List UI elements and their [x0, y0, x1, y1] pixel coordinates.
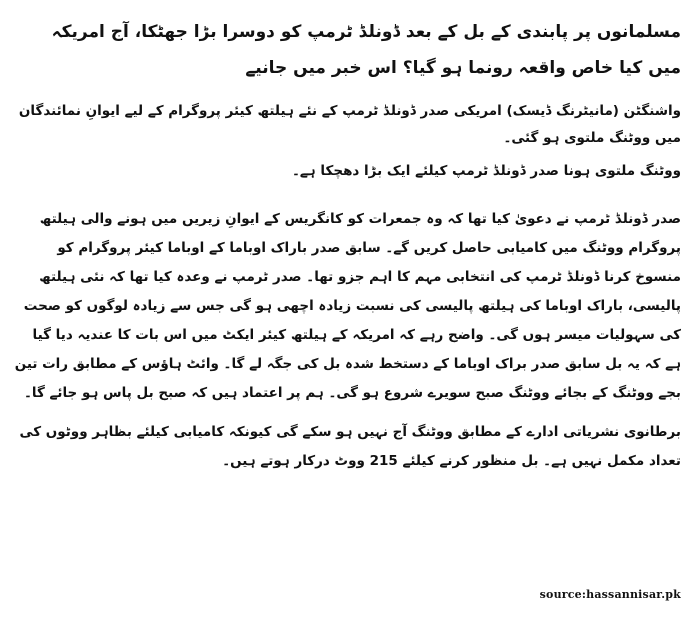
article-paragraph-setback: ووٹنگ ملتوی ہونا صدر ڈونلڈ ٹرمپ کیلئے ایک بڑا دھچکا ہے۔: [291, 163, 681, 179]
article-paragraph-intro: واشنگٹن (مانیٹرنگ ڈیسک) امریکی صدر ڈونلڈ ٹرمپ کے نئے ہیلتھ کیئر پروگرام کے لیے ایوانِ نمائندگان میں ووٹنگ ملتوی ہو گئی۔: [18, 103, 681, 146]
paragraph-gap: [14, 191, 681, 205]
article-paragraph-details: صدر ڈونلڈ ٹرمپ نے دعویٰ کیا تھا کہ وہ جمعرات کو کانگریس کے ایوانِ زیریں میں ہونے والی ہیلتھ پروگرام ووٹنگ میں کامیابی حاصل کریں گے۔ سابق صدر باراک اوباما کے اوباما کیئر پروگرام کو منسوخ کرنا ڈونلڈ ٹرمپ کی انتخابی مہم کا اہم جزو تھا۔ صدر ٹرمپ نے وعدہ کیا تھا کہ نئی ہیلتھ پالیسی، باراک اوباما کی ہیلتھ پالیسی کی نسبت زیادہ اچھی ہو گی جس سے زیادہ لوگوں کو صحت کی سہولیات میسر ہوں گی۔ واضح رہے کہ امریکہ کے ہیلتھ کیئر ایکٹ میں اس بات کا عندیہ دیا گیا ہے کہ یہ بل سابق صدر براک اوباما کے دستخط شدہ بل کی جگہ لے گا۔ وائٹ ہاؤس کے مطابق رات تین بجے ووٹنگ کے بجائے ووٹنگ صبح سویرے شروع ہو گی۔ ہم پر اعتماد ہیں کہ صبح بل پاس ہو جائے گا۔: [14, 211, 681, 401]
article-headline: مسلمانوں پر پابندی کے بل کے بعد ڈونلڈ ٹرمپ کو دوسرا بڑا جھٹکا، آج امریکہ میں کیا خاص واقعہ رونما ہو گیا؟ اس خبر میں جانیے: [51, 22, 681, 78]
article-paragraph-bbc: برطانوی نشریاتی ادارے کے مطابق ووٹنگ آج نہیں ہو سکے گی کیونکہ کامیابی کیلئے بظاہر ووٹوں کی تعداد مکمل نہیں ہے۔ بل منظور کرنے کیلئے 215 ووٹ درکار ہوتے ہیں۔: [19, 424, 681, 469]
article-source: source:hassannisar.pk: [539, 588, 681, 601]
